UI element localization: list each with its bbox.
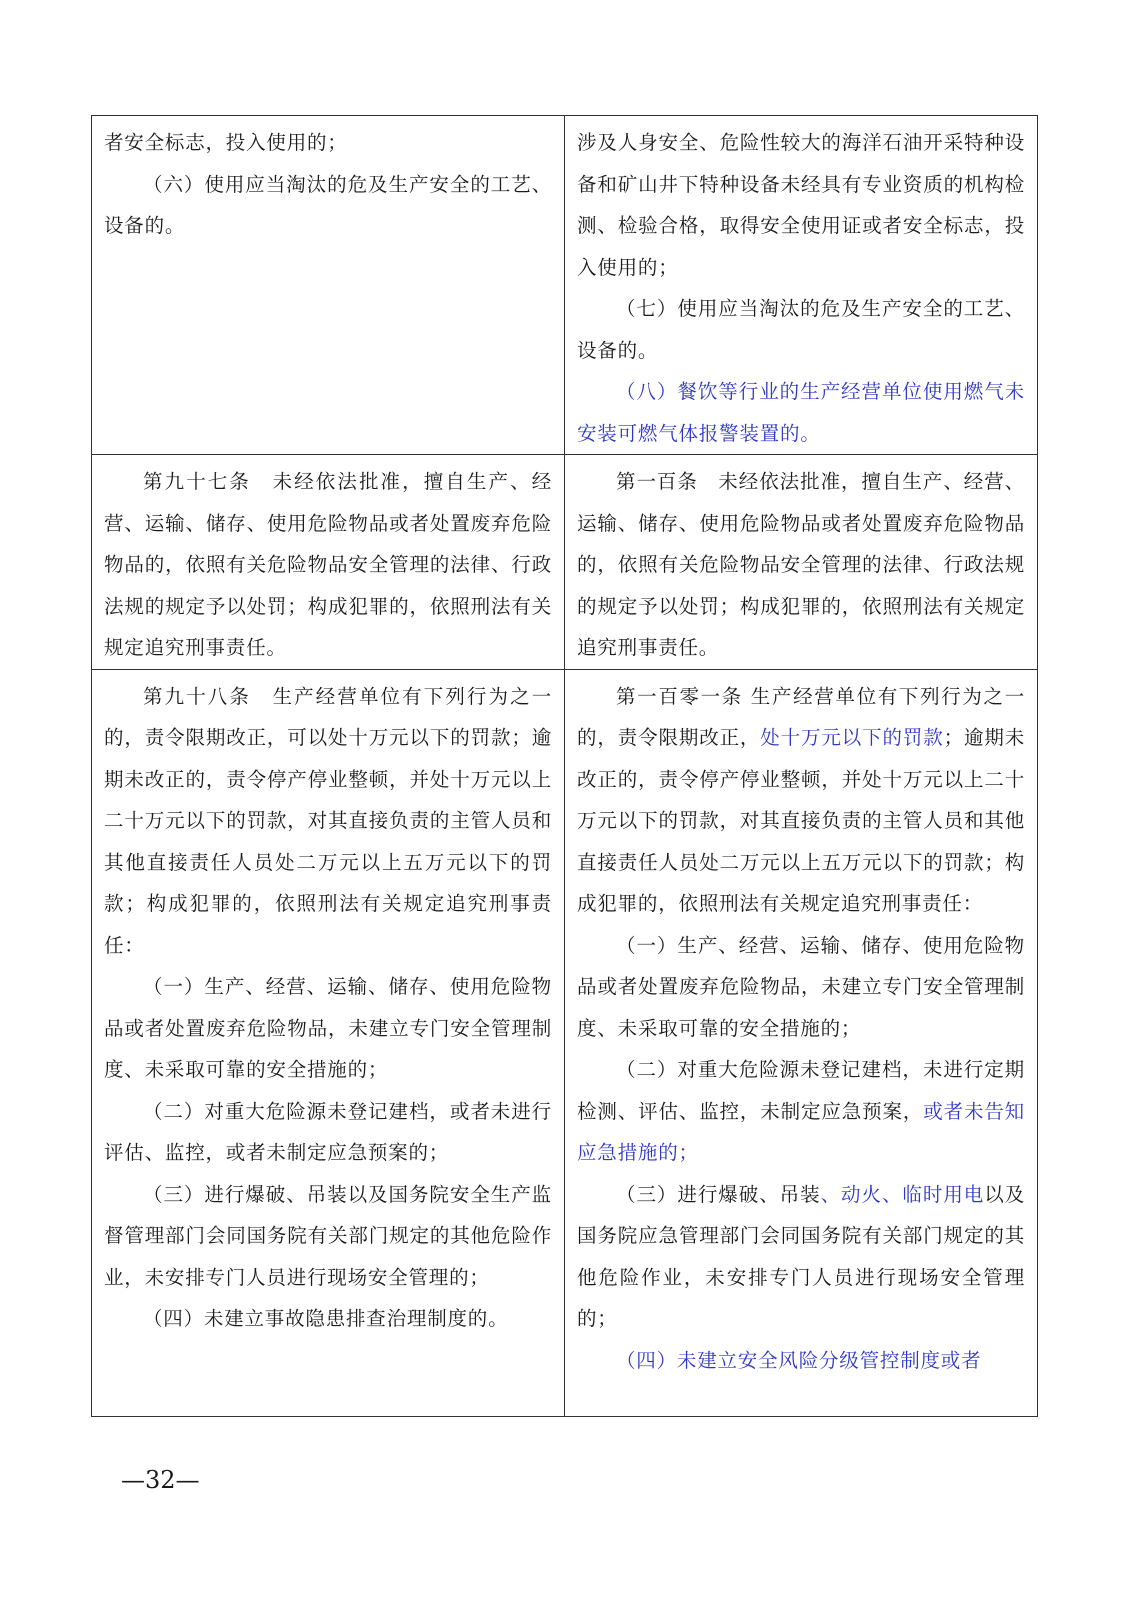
paragraph: （一）生产、经营、运输、储存、使用危险物品或者处置废弃危险物品，未建立专门安全管理制度、未采取可靠的安全措施的；: [104, 975, 552, 1081]
text-segment: （二）对重大危险源未登记建档，未进行定期检测、评估、监控，未制定应急预案，: [577, 1058, 1025, 1123]
table-row: [92, 116, 1038, 455]
paragraph: [577, 676, 1025, 925]
revised-text-highlight: （四）未建立安全风险分级管控制度或者: [616, 1348, 982, 1372]
paragraph: 者安全标志，投入使用的；: [104, 131, 348, 154]
table-row: [92, 669, 1038, 1416]
paragraph: （七）使用应当淘汰的危及生产安全的工艺、设备的。: [577, 297, 1025, 362]
page-number: —32—: [121, 1466, 200, 1494]
revised-text-highlight: （八）餐饮等行业的生产经营单位使用燃气未安装可燃气体报警装置的。: [577, 380, 1025, 445]
paragraph: 第九十七条 未经依法批准，擅自生产、经营、运输、储存、使用危险物品或者处置废弃危险物品的，依照有关危险物品安全管理的法律、行政法规的规定予以处罚；构成犯罪的，依照刑法有关规定追究刑事责任。: [104, 470, 552, 659]
paragraph: （四）未建立事故隐患排查治理制度的。: [143, 1307, 509, 1330]
original-text-cell: [92, 455, 565, 670]
text-segment: 以及国务院应急管理部门会同国务院有关部门规定的其他危险作业，未安排专门人员进行现场安全管理的；: [577, 1182, 1025, 1330]
revised-text-highlight: 处十万元以下的罚款: [760, 726, 944, 749]
comparison-table: [91, 115, 1038, 1417]
text-segment: ；逾期未改正的，责令停产停业整顿，并处十万元以上二十万元以下的罚款，对其直接负责的主管人员和其他直接责任人员处二万元以上五万元以下的罚款；构成犯罪的，依照刑法有关规定追究刑事责任：: [577, 726, 1025, 915]
paragraph: [577, 1340, 1025, 1382]
text-segment: （三）进行爆破、吊装: [616, 1182, 821, 1206]
paragraph: 第九十八条 生产经营单位有下列行为之一的，责令限期改正，可以处十万元以下的罚款；逾期未改正的，责令停产停业整顿，并处十万元以上二十万元以下的罚款，对其直接负责的主管人员和其他直接责任人员处二万元以上五万元以下的罚款；构成犯罪的，依照刑法有关规定追究刑事责任：: [104, 684, 552, 957]
table-body: [92, 116, 1038, 1417]
revised-text-highlight: 、动火、临时用电: [820, 1182, 985, 1206]
paragraph: （六）使用应当淘汰的危及生产安全的工艺、设备的。: [104, 172, 552, 237]
original-text-cell: [92, 116, 565, 455]
revised-text-cell: [565, 669, 1038, 1416]
paragraph: （一）生产、经营、运输、储存、使用危险物品或者处置废弃危险物品，未建立专门安全管理制度、未采取可靠的安全措施的；: [577, 933, 1025, 1040]
revised-text-cell: [565, 455, 1038, 670]
paragraph: 涉及人身安全、危险性较大的海洋石油开采特种设备和矿山井下特种设备未经具有专业资质的机构检测、检验合格，取得安全使用证或者安全标志，投入使用的；: [577, 131, 1025, 279]
text-segment: 第一百零一条 生产经营单位有下列行为之一的，责令限期改正，: [577, 684, 1025, 749]
revised-text-highlight: 或者未告知应急措施的；: [577, 1099, 1025, 1164]
revised-text-cell: [565, 116, 1038, 455]
original-text-cell: [92, 669, 565, 1416]
paragraph: （二）对重大危险源未登记建档，或者未进行评估、监控，或者未制定应急预案的；: [104, 1099, 552, 1164]
table-row: [92, 455, 1038, 670]
paragraph: （三）进行爆破、吊装以及国务院安全生产监督管理部门会同国务院有关部门规定的其他危险作业，未安排专门人员进行现场安全管理的；: [104, 1182, 552, 1289]
paragraph: 第一百条 未经依法批准，擅自生产、经营、运输、储存、使用危险物品或者处置废弃危险物品的，依照有关危险物品安全管理的法律、行政法规的规定予以处罚；构成犯罪的，依照刑法有关规定追究刑事责任。: [577, 470, 1025, 659]
paragraph: [577, 1174, 1025, 1340]
paragraph: [577, 371, 1025, 454]
paragraph: [577, 1049, 1025, 1174]
